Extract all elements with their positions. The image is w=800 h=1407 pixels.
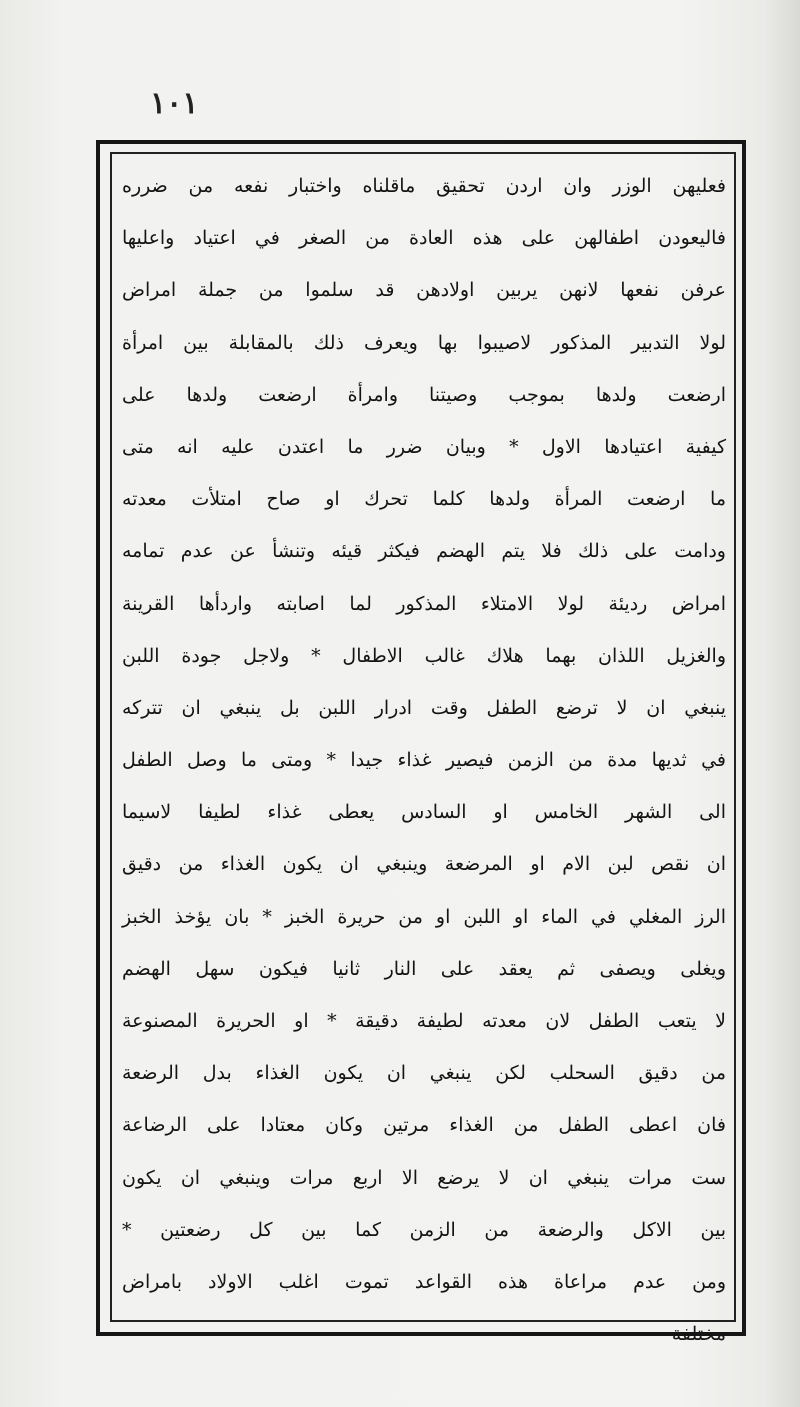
text-line: ينبغي ان لا ترضع الطفل وقت ادرار اللبن بل ينبغي ان تتركه xyxy=(122,696,726,719)
text-line: فان اعطى الطفل من الغذاء مرتين وكان معتادا على الرضاعة xyxy=(122,1114,726,1137)
binding-shadow xyxy=(764,0,800,1407)
body-text xyxy=(118,160,730,1346)
text-line: امراض رديئة لولا الامتلاء المذكور لما اصابته واردأها القرينة xyxy=(122,592,726,615)
text-line: كيفية اعتيادها الاول * وبيان ضرر ما اعتدن عليه انه متى xyxy=(122,435,726,458)
text-line: ودامت على ذلك فلا يتم الهضم فيكثر قيئه وتنشأ عن عدم تمامه xyxy=(122,540,726,563)
text-line: ومن عدم مراعاة هذه القواعد تموت اغلب الاولاد بامراض xyxy=(122,1270,726,1293)
text-line: ان نقص لبن الام او المرضعة وينبغي ان يكون الغذاء من دقيق xyxy=(122,853,726,876)
text-line: لا يتعب الطفل لان معدته لطيفة دقيقة * او الحريرة المصنوعة xyxy=(122,1010,726,1032)
text-line: ارضعت ولدها بموجب وصيتنا وامرأة ارضعت ولدها على xyxy=(122,383,726,406)
text-line: ويغلى ويصفى ثم يعقد على النار ثانيا فيكون سهل الهضم xyxy=(122,957,726,980)
text-line: بين الاكل والرضعة من الزمن كما بين كل رضعتين * xyxy=(122,1218,726,1241)
text-line: فعليهن الوزر وان اردن تحقيق ماقلناه واختبار نفعه من ضرره xyxy=(122,175,726,197)
text-line: الرز المغلي في الماء او اللبن او من حريرة الخبز * بان يؤخذ الخبز xyxy=(122,905,726,928)
text-line: ما ارضعت المرأة ولدها كلما تحرك او صاح امتلأت معدته xyxy=(122,488,726,511)
text-line: والغزيل اللذان بهما هلاك غالب الاطفال * ولاجل جودة اللبن xyxy=(122,644,726,667)
text-line: في ثديها مدة من الزمن فيصير غذاء جيدا * ومتى ما وصل الطفل xyxy=(122,749,726,772)
text-line: من دقيق السحلب لكن ينبغي ان يكون الغذاء بدل الرضعة xyxy=(122,1062,726,1085)
text-line: عرفن نفعها لانهن يربين اولادهن قد سلموا من جملة امراض xyxy=(122,279,726,302)
text-line: فاليعودن اطفالهن على هذه العادة من الصغر في اعتياد واعليها xyxy=(122,227,726,250)
text-line-final: مختلفة xyxy=(671,1323,726,1346)
text-line: الى الشهر الخامس او السادس يعطى غذاء لطيفا لاسيما xyxy=(122,801,726,824)
text-line: لولا التدبير المذكور لاصيبوا بها ويعرف ذلك بالمقابلة بين امرأة xyxy=(122,331,726,354)
text-line: ست مرات ينبغي ان لا يرضع الا اربع مرات وينبغي ان يكون xyxy=(122,1166,726,1189)
page-number: ١٠١ xyxy=(150,86,199,121)
